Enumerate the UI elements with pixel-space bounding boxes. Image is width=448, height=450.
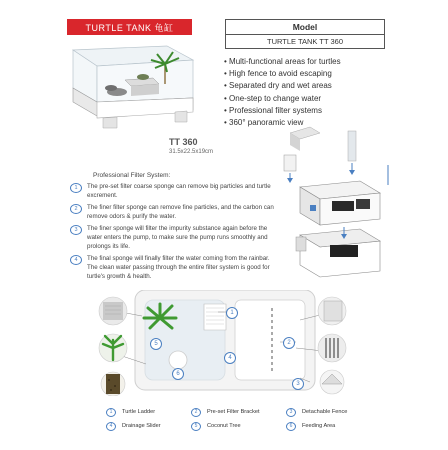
diagram-label: 4 bbox=[224, 352, 236, 364]
legend-item bbox=[191, 421, 241, 431]
feature-item: • 360° panoramic view bbox=[224, 117, 341, 129]
filter-steps-list bbox=[70, 182, 280, 284]
diagram-label: 2 bbox=[283, 337, 295, 349]
filter-step bbox=[70, 224, 280, 251]
legend-item bbox=[191, 407, 260, 417]
legend-number: 6 bbox=[286, 422, 296, 431]
step-number: 3 bbox=[70, 225, 82, 235]
feature-item: • High fence to avoid escaping bbox=[224, 68, 341, 80]
feature-list bbox=[224, 56, 341, 129]
product-code: TT 360 bbox=[169, 137, 198, 147]
filter-step bbox=[70, 254, 280, 281]
filter-system-title: Professional Filter System: bbox=[93, 172, 171, 179]
detail-callouts-right bbox=[312, 296, 352, 396]
model-value: TURTLE TANK TT 360 bbox=[267, 37, 343, 46]
legend-text: Coconut Tree bbox=[207, 422, 241, 429]
step-text: The finer sponge will filter the impurity substance again before the water enters the pump, to make sure the pump runs smoothly and prolongs its life. bbox=[87, 225, 268, 250]
legend-item bbox=[286, 407, 347, 417]
detail-callouts-left bbox=[95, 296, 135, 396]
diagram-label: 3 bbox=[292, 378, 304, 390]
step-text: The pre-set filter coarse sponge can remove big particles and turtle excrement. bbox=[87, 183, 271, 199]
diagram-label: 5 bbox=[150, 338, 162, 350]
legend-text: Turtle Ladder bbox=[122, 408, 156, 415]
model-box bbox=[225, 19, 385, 49]
step-number: 4 bbox=[70, 255, 82, 265]
feature-item: • Multi-functional areas for turtles bbox=[224, 56, 341, 68]
step-text: The final sponge will finally filter the water coming from the rainbar. The clean water passing through the entire filter system is good for turtle's growth & health. bbox=[87, 255, 270, 280]
title-banner: TURTLE TANK 龟缸 bbox=[67, 19, 192, 35]
legend-number: 5 bbox=[191, 422, 201, 431]
legend-number: 1 bbox=[106, 408, 116, 417]
legend-number: 2 bbox=[191, 408, 201, 417]
model-heading: Model bbox=[226, 20, 384, 35]
legend-text: Detachable Fence bbox=[302, 408, 348, 415]
product-dimensions: 31.5x22.5x19cm bbox=[169, 149, 214, 155]
diagram-label: 1 bbox=[226, 307, 238, 319]
legend-item bbox=[286, 421, 335, 431]
step-number: 1 bbox=[70, 183, 82, 193]
filter-step bbox=[70, 182, 280, 200]
legend-item bbox=[106, 407, 155, 417]
feature-item: • One-step to change water bbox=[224, 93, 341, 105]
feature-item: • Professional filter systems bbox=[224, 105, 341, 117]
legend-number: 3 bbox=[286, 408, 296, 417]
filter-step bbox=[70, 203, 280, 221]
legend-number: 4 bbox=[106, 422, 116, 431]
tank-product-illustration bbox=[55, 40, 205, 135]
legend-item bbox=[106, 421, 161, 431]
legend-text: Drainage Slider bbox=[122, 422, 161, 429]
step-number: 2 bbox=[70, 204, 82, 214]
legend-text: Feeding Area bbox=[302, 422, 336, 429]
legend-text: Pre-set Filter Bracket bbox=[207, 408, 260, 415]
filter-exploded-diagram bbox=[270, 125, 400, 285]
step-text: The finer filter sponge can remove fine particles, and the carbon can remove odors & purify the water. bbox=[87, 204, 274, 220]
diagram-label: 6 bbox=[172, 368, 184, 380]
feature-item: • Separated dry and wet areas bbox=[224, 80, 341, 92]
